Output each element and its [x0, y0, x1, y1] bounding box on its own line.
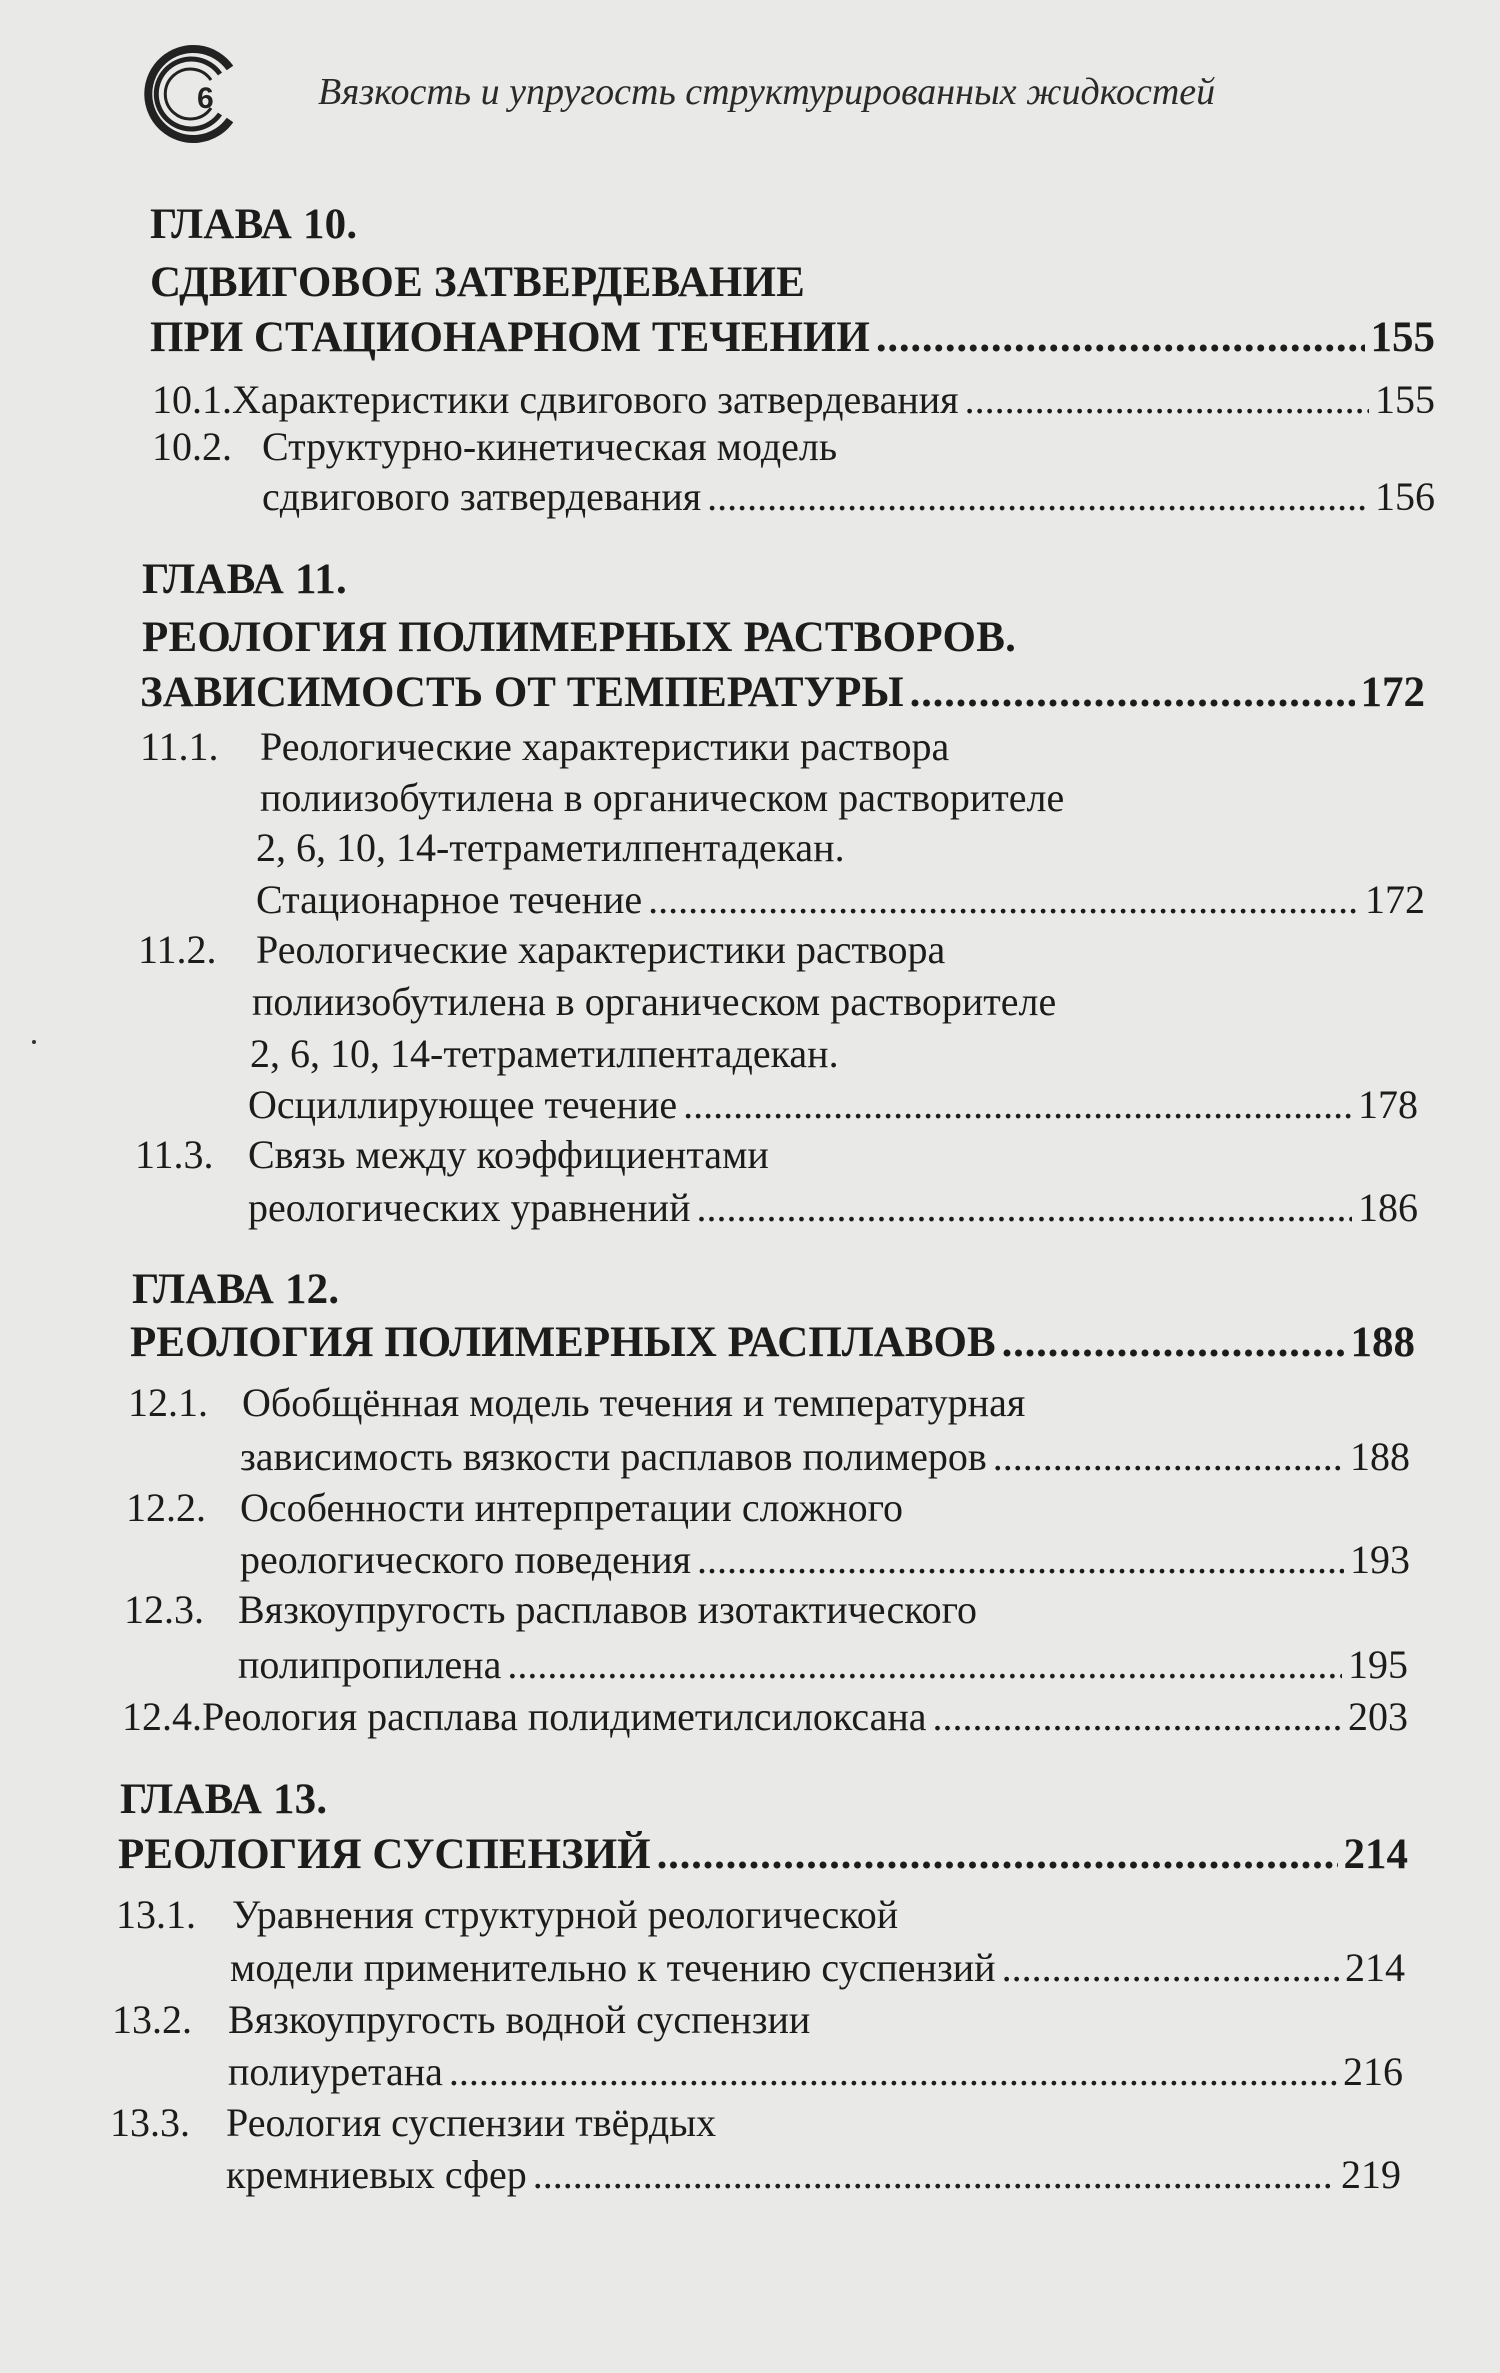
section-title-cont: полиизобутилена в органическом растворителе: [260, 775, 1065, 820]
section-title: Реологические характеристики раствора: [260, 724, 950, 769]
dot-leader: [933, 1692, 1343, 1742]
section-10-2-line2: [262, 472, 1435, 522]
dot-leader: [696, 1183, 1352, 1233]
section-13-3-line1: [110, 2098, 716, 2148]
chapter-12-title-text: РЕОЛОГИЯ ПОЛИМЕРНЫХ РАСПЛАВОВ: [130, 1319, 996, 1366]
section-13-3-line2: [226, 2150, 1401, 2200]
section-title-cont: 2, 6, 10, 14-тетраметилпентадекан.: [250, 1031, 839, 1076]
chapter-10-title-text: ПРИ СТАЦИОНАРНОМ ТЕЧЕНИИ: [150, 314, 870, 361]
section-13-2-line1: [112, 1995, 810, 2045]
chapter-13-title-line1: [118, 1830, 1408, 1880]
section-page: 216: [1343, 2049, 1403, 2094]
section-title: Реологические характеристики раствора: [256, 927, 946, 972]
section-page: 156: [1375, 474, 1435, 519]
dot-leader: [965, 375, 1369, 425]
section-11-1-line3: [256, 823, 845, 873]
section-number: 12.1.: [128, 1380, 208, 1425]
section-page: 178: [1358, 1082, 1418, 1127]
section-11-2-line4: [248, 1080, 1418, 1130]
section-page: 195: [1348, 1642, 1408, 1687]
section-number: 13.1.: [116, 1892, 196, 1937]
dot-leader: [648, 875, 1359, 925]
section-number: 11.2.: [138, 927, 217, 972]
section-11-1-line4: [256, 875, 1425, 925]
section-13-1-line1: [116, 1890, 898, 1940]
section-11-2-line1: [138, 925, 945, 975]
section-title-cont: полиизобутилена в органическом растворителе: [252, 979, 1057, 1024]
section-11-1-line2: [260, 773, 1064, 823]
section-page: 155: [1375, 377, 1435, 422]
section-title-cont: модели применительно к течению суспензий: [230, 1945, 996, 1990]
section-page: 172: [1365, 877, 1425, 922]
section-title-cont: Осциллирующее течение: [248, 1082, 678, 1127]
section-title-cont: реологических уравнений: [248, 1185, 691, 1230]
dot-leader: [507, 1640, 1342, 1690]
dot-leader: [707, 472, 1369, 522]
section-number: 12.3.: [124, 1587, 204, 1632]
section-title: Обобщённая модель течения и температурная: [242, 1380, 1026, 1425]
section-title: Особенности интерпретации сложного: [240, 1485, 903, 1530]
chapter-12-label: ГЛАВА 12.: [132, 1266, 340, 1313]
dot-leader: [449, 2047, 1337, 2097]
chapter-12-title-line1: [130, 1318, 1415, 1368]
section-page: 186: [1358, 1185, 1418, 1230]
section-page: 193: [1350, 1537, 1410, 1582]
section-12-2-line1: [126, 1483, 903, 1533]
section-title-cont: кремниевых сфер: [226, 2152, 527, 2197]
section-number: 10.1.: [152, 377, 232, 422]
section-11-3-line1: [135, 1130, 769, 1180]
dot-leader: [683, 1080, 1352, 1130]
chapter-10-title-line2: [150, 313, 1435, 363]
section-title-cont: Стационарное течение: [256, 877, 643, 922]
section-title: Реология суспензии твёрдых: [226, 2100, 717, 2145]
section-title: Связь между коэффициентами: [248, 1132, 769, 1177]
section-title-cont: реологического поведения: [240, 1537, 692, 1582]
section-number: 11.1.: [140, 724, 219, 769]
chapter-11-label: ГЛАВА 11.: [142, 556, 347, 603]
section-11-2-line2: [252, 977, 1056, 1027]
dot-leader: [876, 313, 1365, 363]
section-title-cont: 2, 6, 10, 14-тетраметилпентадекан.: [256, 825, 845, 870]
section-number: 11.3.: [135, 1132, 214, 1177]
section-title: Характеристики сдвигового затвердевания: [232, 377, 959, 422]
chapter-10-title-line1: СДВИГОВОЕ ЗАТВЕРДЕВАНИЕ: [150, 259, 806, 306]
section-12-3-line1: [124, 1585, 977, 1635]
section-10-1: [152, 375, 1435, 425]
section-number: 13.3.: [110, 2100, 190, 2145]
chapter-11-title-text: ЗАВИСИМОСТЬ ОТ ТЕМПЕРАТУРЫ: [140, 669, 904, 716]
section-title-cont: полиуретана: [228, 2049, 443, 2094]
chapter-13-page: 214: [1343, 1831, 1408, 1878]
chapter-11-title-line1: РЕОЛОГИЯ ПОЛИМЕРНЫХ РАСТВОРОВ.: [142, 614, 1017, 661]
section-page: 219: [1341, 2152, 1401, 2197]
chapter-13-label: ГЛАВА 13.: [120, 1776, 328, 1823]
section-title-cont: сдвигового затвердевания: [262, 474, 702, 519]
section-title: Вязкоупругость расплавов изотактического: [238, 1587, 978, 1632]
dot-leader: [1002, 1318, 1345, 1368]
section-12-3-line2: [238, 1640, 1408, 1690]
section-13-1-line2: [230, 1943, 1405, 1993]
section-number: 10.2.: [152, 424, 232, 469]
chapter-11-page: 172: [1360, 669, 1425, 716]
section-11-2-line3: [250, 1029, 839, 1079]
chapter-10-label: ГЛАВА 10.: [150, 201, 358, 248]
section-title: Структурно-кинетическая модель: [262, 424, 838, 469]
section-title: Уравнения структурной реологической: [232, 1892, 899, 1937]
section-title-cont: полипропилена: [238, 1642, 502, 1687]
section-10-2-line1: [152, 422, 837, 472]
chapter-11-title-line2: [140, 668, 1425, 718]
section-page: 203: [1348, 1694, 1408, 1739]
chapter-10-page: 155: [1370, 314, 1435, 361]
section-12-4: [122, 1692, 1408, 1742]
section-11-1-line1: [140, 722, 949, 772]
section-number: 12.4.: [122, 1694, 202, 1739]
dot-leader: [533, 2150, 1335, 2200]
page-number: 6: [197, 82, 214, 115]
section-12-1-line2: [240, 1432, 1410, 1482]
dot-leader: [993, 1432, 1344, 1482]
chapter-13-title-text: РЕОЛОГИЯ СУСПЕНЗИЙ: [118, 1831, 651, 1878]
section-title: Вязкоупругость водной суспензии: [228, 1997, 811, 2042]
section-11-3-line2: [248, 1183, 1418, 1233]
section-13-2-line2: [228, 2047, 1403, 2097]
section-12-1-line1: [128, 1378, 1025, 1428]
chapter-12-page: 188: [1350, 1319, 1415, 1366]
section-number: 12.2.: [126, 1485, 206, 1530]
section-page: 214: [1345, 1945, 1405, 1990]
section-12-2-line2: [240, 1535, 1410, 1585]
section-title-cont: зависимость вязкости расплавов полимеров: [240, 1434, 987, 1479]
dot-leader: [1002, 1943, 1339, 1993]
section-title: Реология расплава полидиметилсилоксана: [202, 1694, 927, 1739]
dot-leader: [910, 668, 1355, 718]
dot-leader: [697, 1535, 1344, 1585]
section-number: 13.2.: [112, 1997, 192, 2042]
section-page: 188: [1350, 1434, 1410, 1479]
dot-leader: [657, 1830, 1338, 1880]
running-title: Вязкость и упругость структурированных жидкостей: [318, 71, 1216, 113]
